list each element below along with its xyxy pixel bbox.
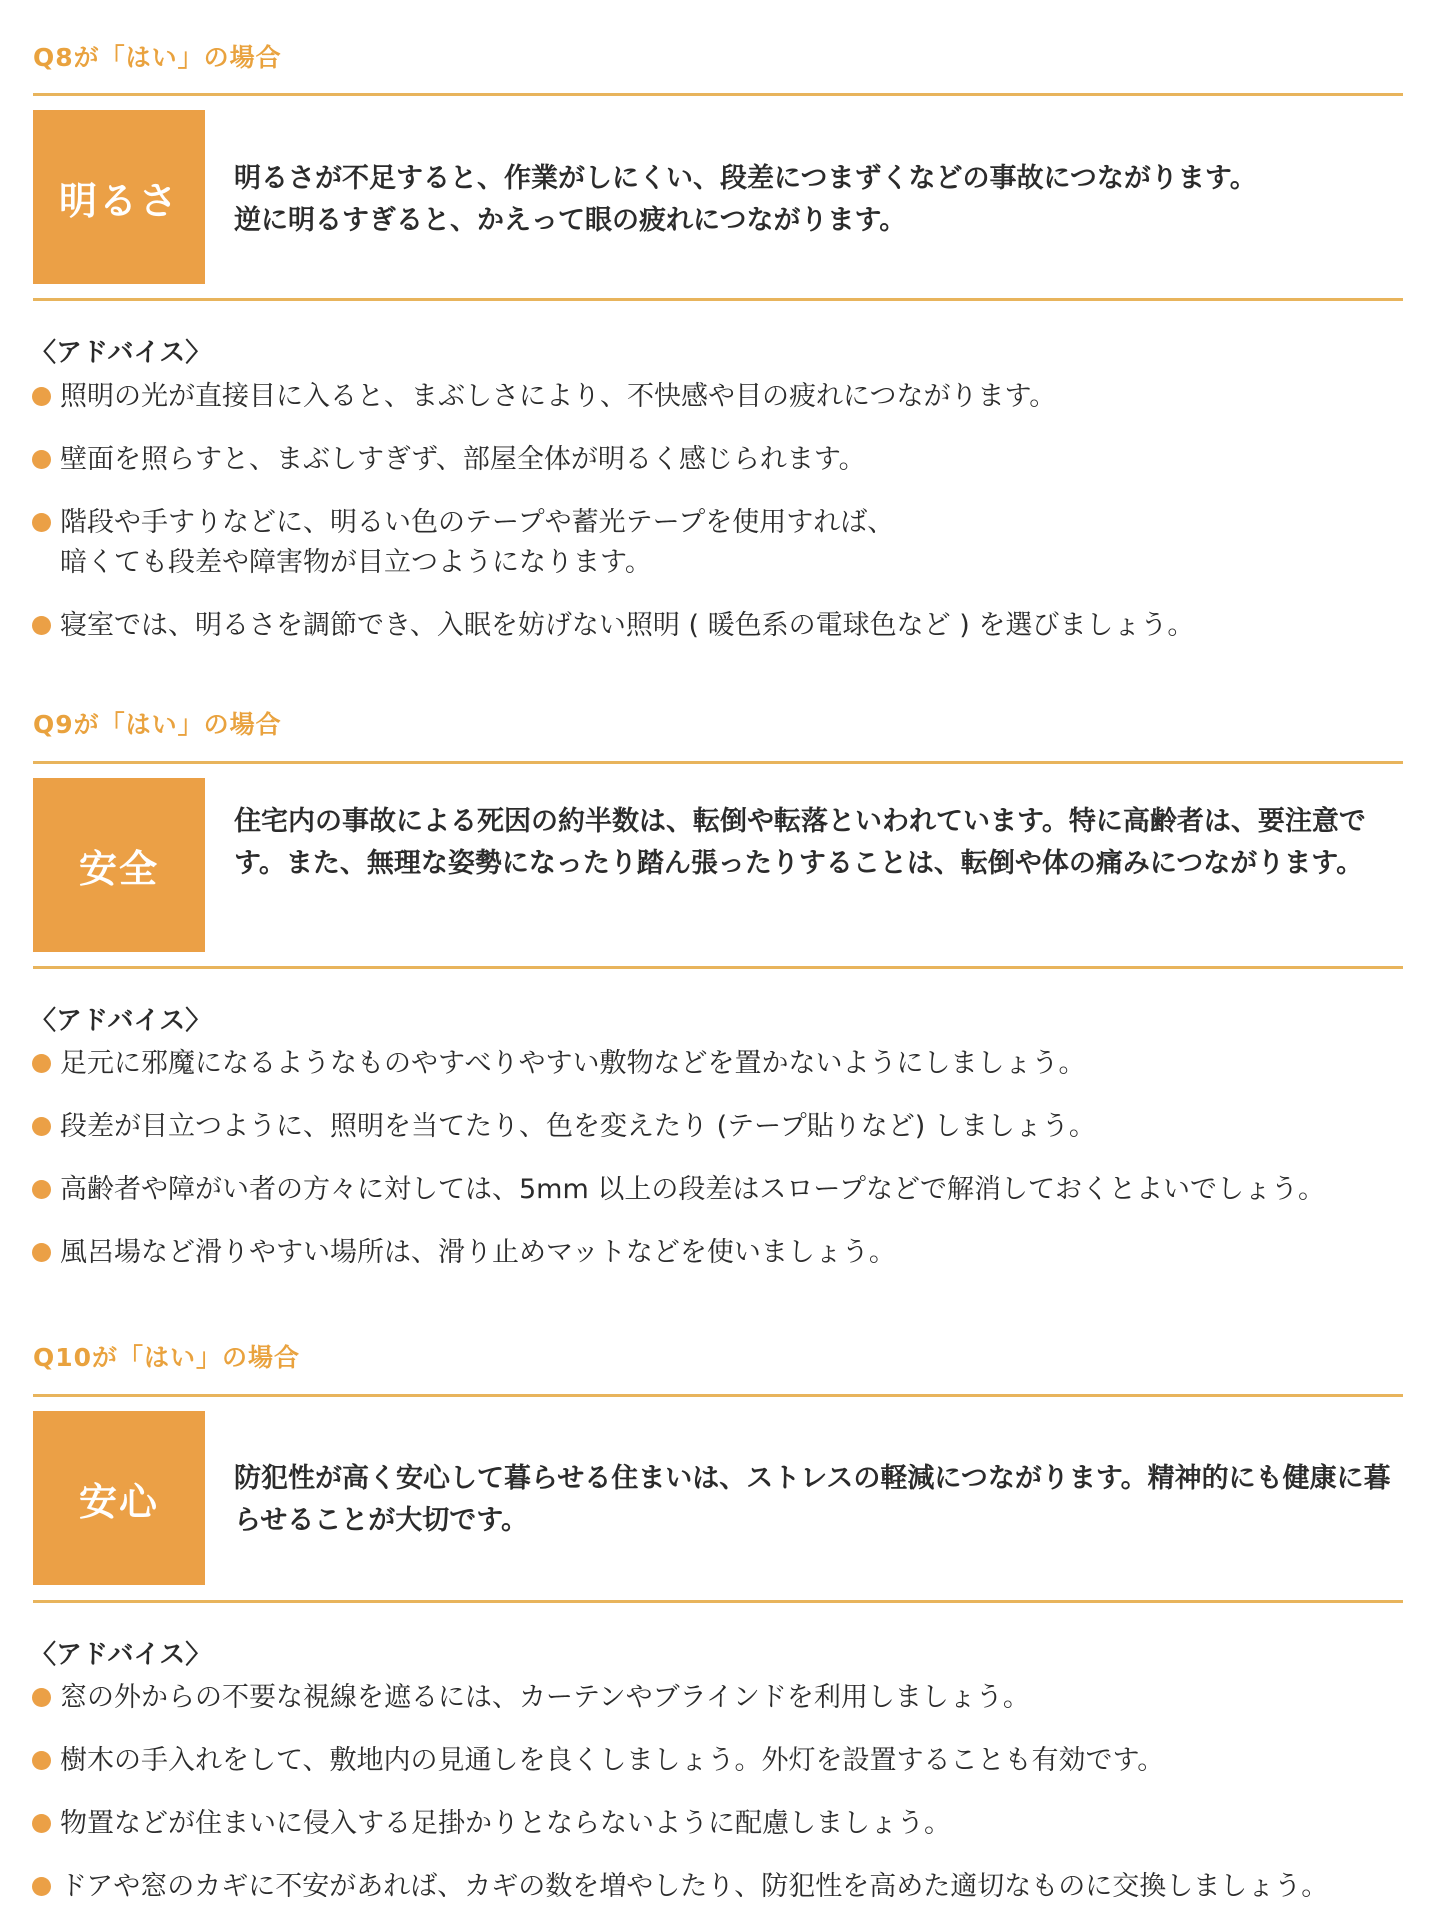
divider-bottom bbox=[33, 966, 1403, 969]
bullet-dot-icon bbox=[32, 1877, 51, 1896]
topic-tag: 安心 bbox=[33, 1411, 205, 1585]
advice-text: 寝室では、明るさを調節でき、入眠を妨げない照明 ( 暖色系の電球色など ) を選びましょう。 bbox=[60, 610, 1195, 641]
advice-item bbox=[30, 1678, 1420, 1718]
advice-label: 〈アドバイス〉 bbox=[30, 338, 212, 368]
advice-text: 足元に邪魔になるようなものやすべりやすい敷物などを置かないようにしましょう。 bbox=[60, 1048, 1086, 1079]
advice-text: ドアや窓のカギに不安があれば、カギの数を増やしたり、防犯性を高めた適切なものに交換しましょう。 bbox=[60, 1871, 1329, 1902]
advice-text: 物置などが住まいに侵入する足掛かりとならないように配慮しましょう。 bbox=[60, 1808, 951, 1839]
bullet-dot-icon bbox=[32, 1243, 51, 1262]
advice-text: 高齢者や障がい者の方々に対しては、5mm 以上の段差はスロープなどで解消しておくとよいでしょう。 bbox=[60, 1174, 1326, 1205]
topic-summary: 明るさが不足すると、作業がしにくい、段差につまずくなどの事故につながります。 逆に明るすぎると、かえって眼の疲れにつながります。 bbox=[234, 163, 1257, 236]
divider-bottom bbox=[33, 1600, 1403, 1603]
bullet-dot-icon bbox=[32, 1180, 51, 1199]
section-heading: Q9が「はい」の場合 bbox=[33, 710, 282, 739]
advice-item bbox=[30, 1804, 1420, 1844]
advice-item bbox=[30, 1107, 1420, 1147]
advice-list bbox=[30, 1678, 1420, 1930]
topic-tag: 安全 bbox=[33, 778, 205, 952]
advice-text: 風呂場など滑りやすい場所は、滑り止めマットなどを使いましょう。 bbox=[60, 1237, 896, 1268]
advice-item bbox=[30, 1170, 1420, 1210]
advice-item bbox=[30, 606, 1420, 646]
topic-summary: 防犯性が高く安心して暮らせる住まいは、ストレスの軽減につながります。精神的にも健康に暮らせることが大切です。 bbox=[234, 1463, 1391, 1536]
advice-text: 樹木の手入れをして、敷地内の見通しを良くしましょう。外灯を設置することも有効です。 bbox=[60, 1745, 1165, 1776]
bullet-dot-icon bbox=[32, 513, 51, 532]
advice-text: 段差が目立つように、照明を当てたり、色を変えたり (テープ貼りなど) しましょう。 bbox=[60, 1111, 1096, 1142]
advice-item bbox=[30, 503, 1420, 583]
divider-top bbox=[33, 1394, 1403, 1397]
bullet-dot-icon bbox=[32, 1751, 51, 1770]
advice-label: 〈アドバイス〉 bbox=[30, 1640, 212, 1670]
advice-item bbox=[30, 1233, 1420, 1273]
advice-item bbox=[30, 1867, 1420, 1907]
bullet-dot-icon bbox=[32, 1054, 51, 1073]
bullet-dot-icon bbox=[32, 387, 51, 406]
advice-text: 階段や手すりなどに、明るい色のテープや蓄光テープを使用すれば、 暗くても段差や障害物が目立つようになります。 bbox=[60, 507, 895, 578]
bullet-dot-icon bbox=[32, 450, 51, 469]
advice-list bbox=[30, 377, 1420, 669]
topic-tag: 明るさ bbox=[33, 110, 205, 284]
advice-text: 窓の外からの不要な視線を遮るには、カーテンやブラインドを利用しましょう。 bbox=[60, 1682, 1030, 1713]
bullet-dot-icon bbox=[32, 1117, 51, 1136]
advice-text: 照明の光が直接目に入ると、まぶしさにより、不快感や目の疲れにつながります。 bbox=[60, 381, 1057, 412]
advice-item bbox=[30, 1044, 1420, 1084]
divider-bottom bbox=[33, 298, 1403, 301]
advice-item bbox=[30, 377, 1420, 417]
divider-top bbox=[33, 761, 1403, 764]
advice-item bbox=[30, 440, 1420, 480]
bullet-dot-icon bbox=[32, 1814, 51, 1833]
divider-top bbox=[33, 93, 1403, 96]
advice-list bbox=[30, 1044, 1420, 1296]
topic-summary: 住宅内の事故による死因の約半数は、転倒や転落といわれています。特に高齢者は、要注意です。また、無理な姿勢になったり踏ん張ったりすることは、転倒や体の痛みにつながります。 bbox=[234, 806, 1366, 879]
bullet-dot-icon bbox=[32, 1688, 51, 1707]
advice-label: 〈アドバイス〉 bbox=[30, 1006, 212, 1036]
section-heading: Q10が「はい」の場合 bbox=[33, 1343, 301, 1372]
advice-item bbox=[30, 1741, 1420, 1781]
bullet-dot-icon bbox=[32, 616, 51, 635]
section-heading: Q8が「はい」の場合 bbox=[33, 43, 282, 72]
advice-text: 壁面を照らすと、まぶしすぎず、部屋全体が明るく感じられます。 bbox=[60, 444, 866, 475]
